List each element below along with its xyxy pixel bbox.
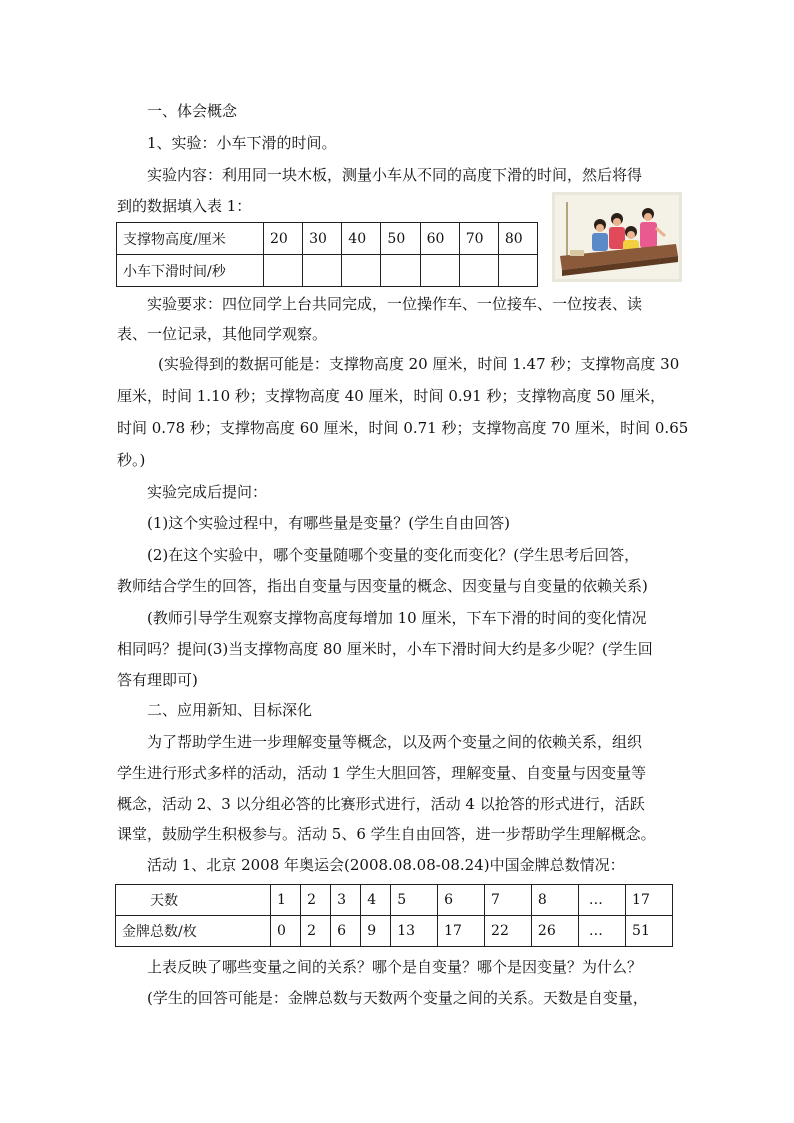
table-1: [116, 222, 538, 287]
table-1-empty-cell: [303, 255, 342, 287]
paragraph-2-line-4: 课堂，鼓励学生积极参与。活动 5、6 学生自由回答，进一步帮助学生理解概念。: [117, 825, 656, 843]
table-2-cell: 2: [301, 885, 331, 916]
table-1-cell: 20: [264, 223, 303, 255]
requirement-line-2: 表、一位记录，其他同学观察。: [117, 325, 328, 343]
requirement-line-1: 实验要求：四位同学上台共同完成，一位操作车、一位接车、一位按表、读: [147, 295, 643, 313]
table-2-cell: …: [578, 916, 625, 947]
table-1-header-time: 小车下滑时间/秒: [117, 255, 264, 287]
table-2-cell: 26: [531, 916, 578, 947]
table-1-empty-cell: [420, 255, 459, 287]
paragraph-2-line-1: 为了帮助学生进一步理解变量等概念，以及两个变量之间的依赖关系，组织: [147, 733, 643, 751]
table-1-cell: 50: [381, 223, 420, 255]
section1-heading: 一、体会概念: [147, 102, 238, 120]
table-2-cell: 51: [626, 916, 673, 947]
after-line-1: 上表反映了哪些变量之间的关系？哪个是自变量？哪个是因变量？为什么？: [147, 958, 643, 976]
table-2-cell: 13: [391, 916, 438, 947]
table-row: [117, 223, 538, 255]
table-2-cell: 0: [271, 916, 301, 947]
students-experiment-illustration: [552, 192, 682, 282]
table-2: [115, 884, 673, 947]
activity-1-title: 活动 1、北京 2008 年奥运会(2008.08.08-08.24)中国金牌总数情况：: [147, 856, 625, 874]
table-2-cell: 4: [361, 885, 391, 916]
table-2-cell: 22: [485, 916, 532, 947]
data-line-3: 时间 0.78 秒；支撑物高度 60 厘米，时间 0.71 秒；支撑物高度 70 厘米，时间 0.65: [117, 419, 689, 437]
section2-heading: 二、应用新知、目标深化: [147, 701, 313, 719]
table-2-cell: 2: [301, 916, 331, 947]
table-row: [116, 885, 673, 916]
table-2-header-medals: 金牌总数/枚: [116, 916, 271, 947]
question-1: (1)这个实验过程中，有哪些量是变量？(学生自由回答): [147, 514, 510, 532]
table-1-empty-cell: [498, 255, 537, 287]
question-3-line-3: 答有理即可): [117, 671, 198, 689]
table-2-cell: 6: [331, 916, 361, 947]
table-1-empty-cell: [342, 255, 381, 287]
table-1-empty-cell: [381, 255, 420, 287]
table-2-cell: 8: [531, 885, 578, 916]
after-line-2: (学生的回答可能是：金牌总数与天数两个变量之间的关系。天数是自变量，: [147, 989, 648, 1007]
table-2-cell: 17: [438, 916, 485, 947]
data-line-2: 厘米，时间 1.10 秒；支撑物高度 40 厘米，时间 0.91 秒；支撑物高度 50 厘米，: [117, 387, 666, 405]
table-row: [116, 916, 673, 947]
data-line-1: (实验得到的数据可能是：支撑物高度 20 厘米，时间 1.47 秒；支撑物高度 30: [158, 355, 680, 373]
question-3-line-1: (教师引导学生观察支撑物高度每增加 10 厘米，下车下滑的时间的变化情况: [147, 609, 647, 627]
content-line-2: 到的数据填入表 1：: [117, 197, 252, 215]
paragraph-2-line-3: 概念，活动 2、3 以分组必答的比赛形式进行，活动 4 以抢答的形式进行，活跃: [117, 795, 645, 813]
table-row: [117, 255, 538, 287]
table-2-cell: 5: [391, 885, 438, 916]
paragraph-2-line-2: 学生进行形式多样的活动，活动 1 学生大胆回答，理解变量、自变量与因变量等: [117, 764, 647, 782]
questions-intro: 实验完成后提问：: [147, 483, 268, 501]
table-1-empty-cell: [459, 255, 498, 287]
content-line-1: 实验内容：利用同一块木板，测量小车从不同的高度下滑的时间，然后将得: [147, 166, 643, 184]
table-2-cell: 7: [485, 885, 532, 916]
table-2-cell: 1: [271, 885, 301, 916]
table-2-cell: 6: [438, 885, 485, 916]
table-1-cell: 30: [303, 223, 342, 255]
question-3-line-2: 相同吗？提问(3)当支撑物高度 80 厘米时，小车下滑时间大约是多少呢？(学生回: [117, 640, 653, 658]
table-1-header-height: 支撑物高度/厘米: [117, 223, 264, 255]
table-2-cell: 3: [331, 885, 361, 916]
table-1-cell: 80: [498, 223, 537, 255]
question-2-line-1: (2)在这个实验中，哪个变量随哪个变量的变化而变化？(学生思考后回答，: [147, 546, 640, 564]
table-2-cell: 17: [626, 885, 673, 916]
question-2-line-2: 教师结合学生的回答，指出自变量与因变量的概念、因变量与自变量的依赖关系): [117, 577, 648, 595]
table-2-cell: …: [578, 885, 625, 916]
table-2-header-days: 天数: [116, 885, 271, 916]
table-1-cell: 70: [459, 223, 498, 255]
table-1-cell: 60: [420, 223, 459, 255]
table-1-cell: 40: [342, 223, 381, 255]
table-2-cell: 9: [361, 916, 391, 947]
table-1-empty-cell: [264, 255, 303, 287]
data-line-4: 秒。): [117, 451, 146, 469]
experiment-title: 1、实验：小车下滑的时间。: [147, 134, 337, 152]
